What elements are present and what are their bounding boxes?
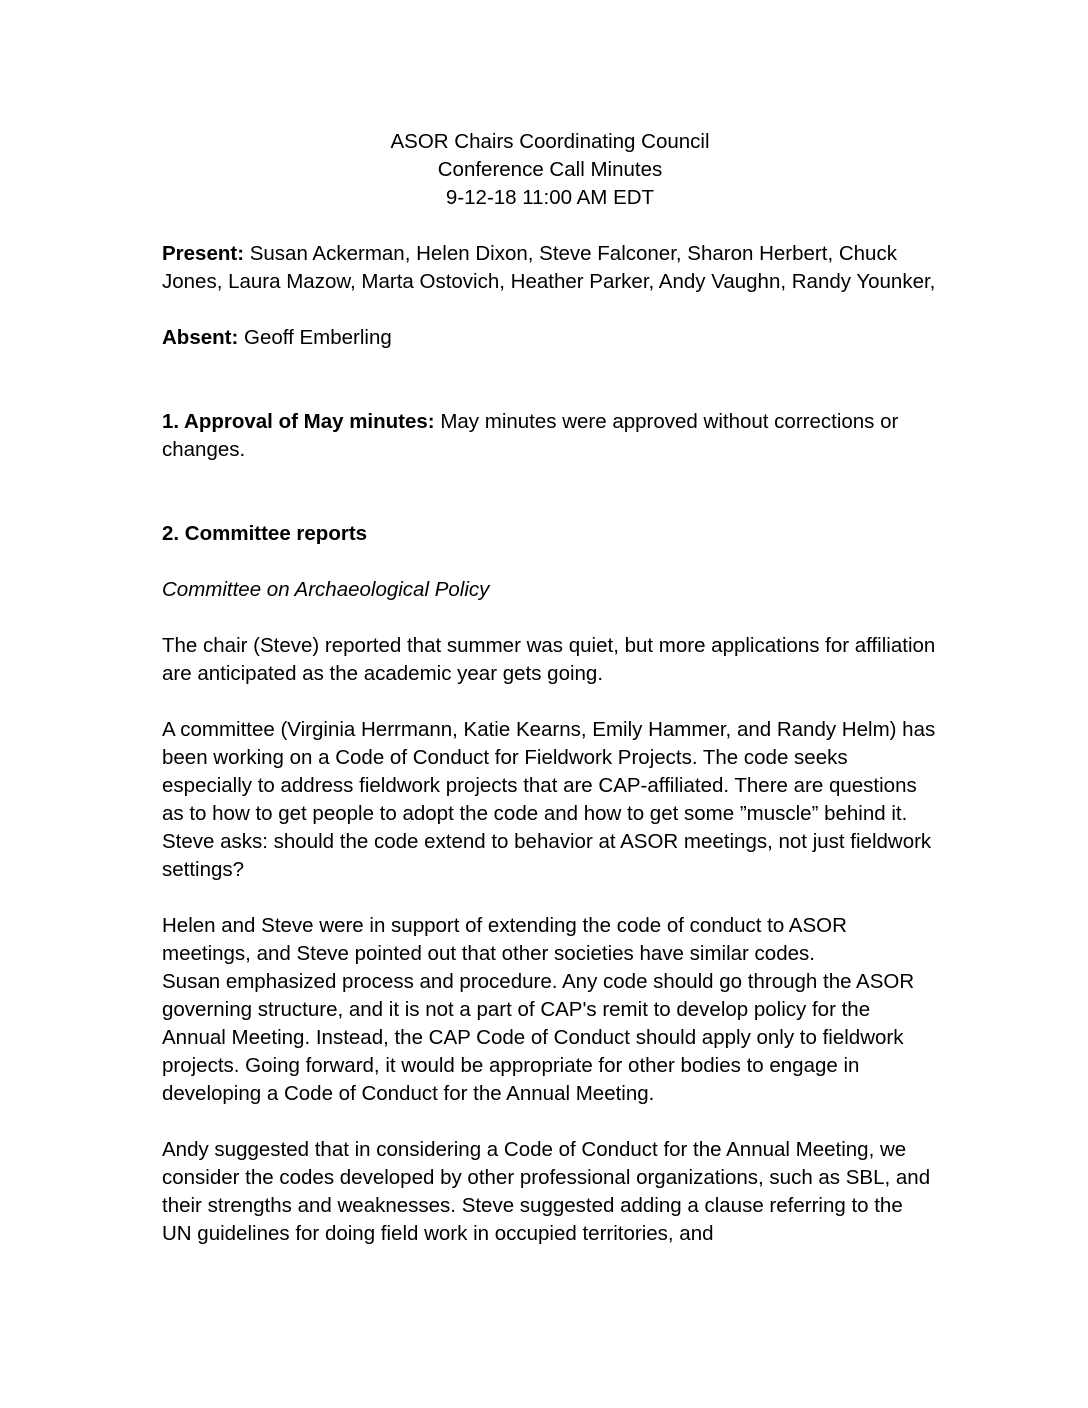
cap-paragraph-4: Andy suggested that in considering a Code of Conduct for the Annual Meeting, we consider the codes developed by other professional organizations, such as SBL, and their strengths and weaknesses. Steve suggested adding a clause referring to the UN guidelines for doing field work in occupied territories, and	[162, 1138, 931, 1245]
absent-attendees: Geoff Emberling	[238, 326, 392, 349]
organization-title: ASOR Chairs Coordinating Council	[390, 130, 710, 153]
cap-paragraph-1: The chair (Steve) reported that summer was quiet, but more applications for affiliation are anticipated as the academic year gets going.	[162, 634, 936, 685]
cap-paragraph-3b: Susan emphasized process and procedure. Any code should go through the ASOR governing structure, and it is not a part of CAP's remit to develop policy for the Annual Meeting. Instead, the CAP Code of Conduct should apply only to fieldwork projects. Going forward, it would be appropriate for other bodies to engage in developing a Code of Conduct for the Annual Meeting.	[162, 970, 915, 1105]
present-attendees: Susan Ackerman, Helen Dixon, Steve Falconer, Sharon Herbert, Chuck Jones, Laura Mazow, Marta Ostovich, Heather Parker, Andy Vaughn, Randy Younker,	[162, 242, 936, 293]
spacer	[162, 492, 938, 520]
spacer	[162, 380, 938, 408]
absent-label: Absent:	[162, 326, 239, 349]
item1-text: May minutes were approved without corrections or changes.	[162, 410, 899, 461]
item1-paragraph	[162, 408, 938, 464]
meeting-datetime: 9-12-18 11:00 AM EDT	[445, 186, 655, 209]
item1-label: 1. Approval of May minutes:	[162, 410, 435, 433]
item2-heading: 2. Committee reports	[162, 522, 368, 545]
cap-paragraph-3	[162, 912, 938, 1108]
present-label: Present:	[162, 242, 245, 265]
cap-paragraph-3a: Helen and Steve were in support of extending the code of conduct to ASOR meetings, and Steve pointed out that other societies have similar codes.	[162, 914, 847, 965]
cap-paragraph-2	[162, 716, 938, 884]
absent-paragraph	[162, 324, 938, 352]
document-title: Conference Call Minutes	[437, 158, 663, 181]
committee-subheading: Committee on Archaeological Policy	[162, 578, 490, 601]
document-page	[162, 128, 938, 1276]
cap-paragraph-2a: A committee (Virginia Herrmann, Katie Kearns, Emily Hammer, and Randy Helm) has been working on a Code of Conduct for Fieldwork Projects. The code seeks especially to address fieldwork projects that are CAP-affiliated. There are questions as to how to get people to adopt the code and how to get some ”muscle” behind it.	[162, 718, 936, 825]
cap-paragraph-2b: Steve asks: should the code extend to behavior at ASOR meetings, not just fieldwork settings?	[162, 830, 932, 881]
present-paragraph	[162, 240, 938, 296]
document-header	[162, 128, 938, 212]
